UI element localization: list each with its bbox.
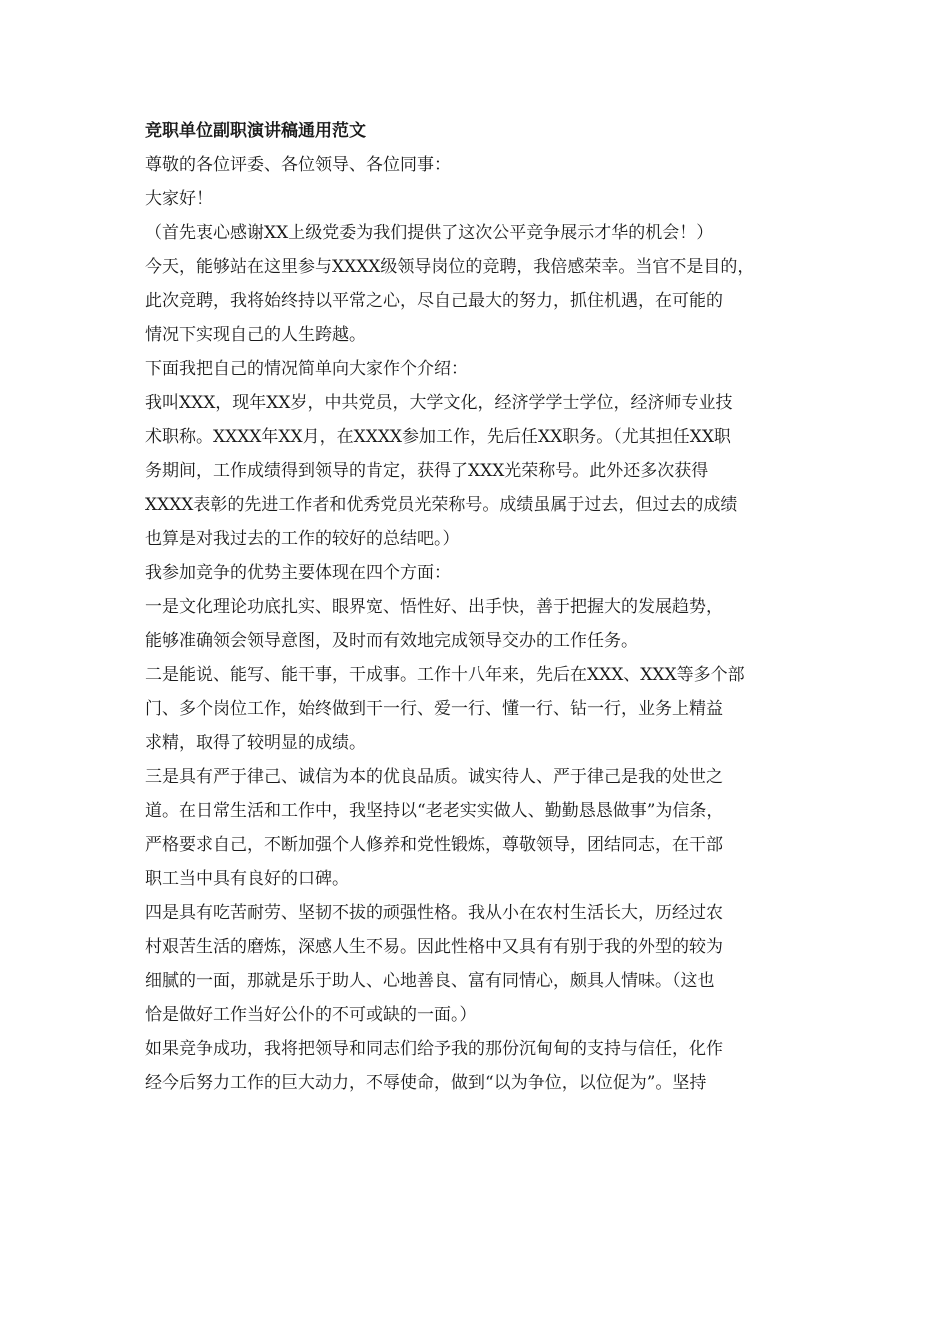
- text-line: 一是文化理论功底扎实、眼界宽、悟性好、出手快，善于把握大的发展趋势，: [145, 597, 723, 617]
- text-line: 我参加竞争的优势主要体现在四个方面：: [145, 563, 451, 583]
- text-line: （首先衷心感谢XX上级党委为我们提供了这次公平竞争展示才华的机会！）: [145, 223, 714, 243]
- text-line: 求精，取得了较明显的成绩。: [145, 733, 366, 753]
- text-line: 术职称。XXXX年XX月，在XXXX参加工作，先后任XX职务。（尤其担任XX职: [145, 427, 731, 447]
- text-line: 严格要求自己，不断加强个人修养和党性锻炼，尊敬领导，团结同志，在干部: [145, 835, 723, 855]
- text-line: 门、多个岗位工作，始终做到干一行、爱一行、懂一行、钻一行，业务上精益: [145, 699, 723, 719]
- text-line: 大家好！: [145, 189, 213, 209]
- text-line: 此次竞聘，我将始终持以平常之心，尽自己最大的努力，抓住机遇，在可能的: [145, 291, 723, 311]
- text-line: 经今后努力工作的巨大动力，不辱使命，做到“以为争位，以位促为”。坚持: [145, 1073, 707, 1093]
- text-line: XXXX表彰的先进工作者和优秀党员光荣称号。成绩虽属于过去，但过去的成绩: [145, 495, 738, 515]
- text-line: 职工当中具有良好的口碑。: [145, 869, 349, 889]
- text-line: 务期间，工作成绩得到领导的肯定，获得了XXX光荣称号。此外还多次获得: [145, 461, 709, 481]
- text-line: 道。在日常生活和工作中，我坚持以“老老实实做人、勤勤恳恳做事”为信条，: [145, 801, 724, 821]
- text-line: 细腻的一面，那就是乐于助人、心地善良、富有同情心，颇具人情味。（这也: [145, 971, 715, 991]
- document-title: 竞职单位副职演讲稿通用范文: [145, 121, 366, 141]
- text-line: 今天，能够站在这里参与XXXX级领导岗位的竞聘，我倍感荣幸。当官不是目的，: [145, 257, 755, 277]
- text-line: 如果竞争成功，我将把领导和同志们给予我的那份沉甸甸的支持与信任，化作: [145, 1039, 723, 1059]
- text-line: 二是能说、能写、能干事，干成事。工作十八年来，先后在XXX、XXX等多个部: [145, 665, 745, 685]
- text-line: 三是具有严于律己、诚信为本的优良品质。诚实待人、严于律己是我的处世之: [145, 767, 723, 787]
- text-line: 也算是对我过去的工作的较好的总结吧。）: [145, 529, 460, 549]
- text-line: 情况下实现自己的人生跨越。: [145, 325, 366, 345]
- text-line: 尊敬的各位评委、各位领导、各位同事：: [145, 155, 451, 175]
- text-line: 能够准确领会领导意图，及时而有效地完成领导交办的工作任务。: [145, 631, 638, 651]
- text-line: 村艰苦生活的磨炼，深感人生不易。因此性格中又具有有别于我的外型的较为: [145, 937, 723, 957]
- text-line: 下面我把自己的情况简单向大家作个介绍：: [145, 359, 468, 379]
- text-line: 恰是做好工作当好公仆的不可或缺的一面。）: [145, 1005, 477, 1025]
- text-line: 我叫XXX，现年XX岁，中共党员，大学文化，经济学学士学位，经济师专业技: [145, 393, 733, 413]
- text-line: 四是具有吃苦耐劳、坚韧不拔的顽强性格。我从小在农村生活长大，历经过农: [145, 903, 723, 923]
- document-body: [145, 114, 815, 1100]
